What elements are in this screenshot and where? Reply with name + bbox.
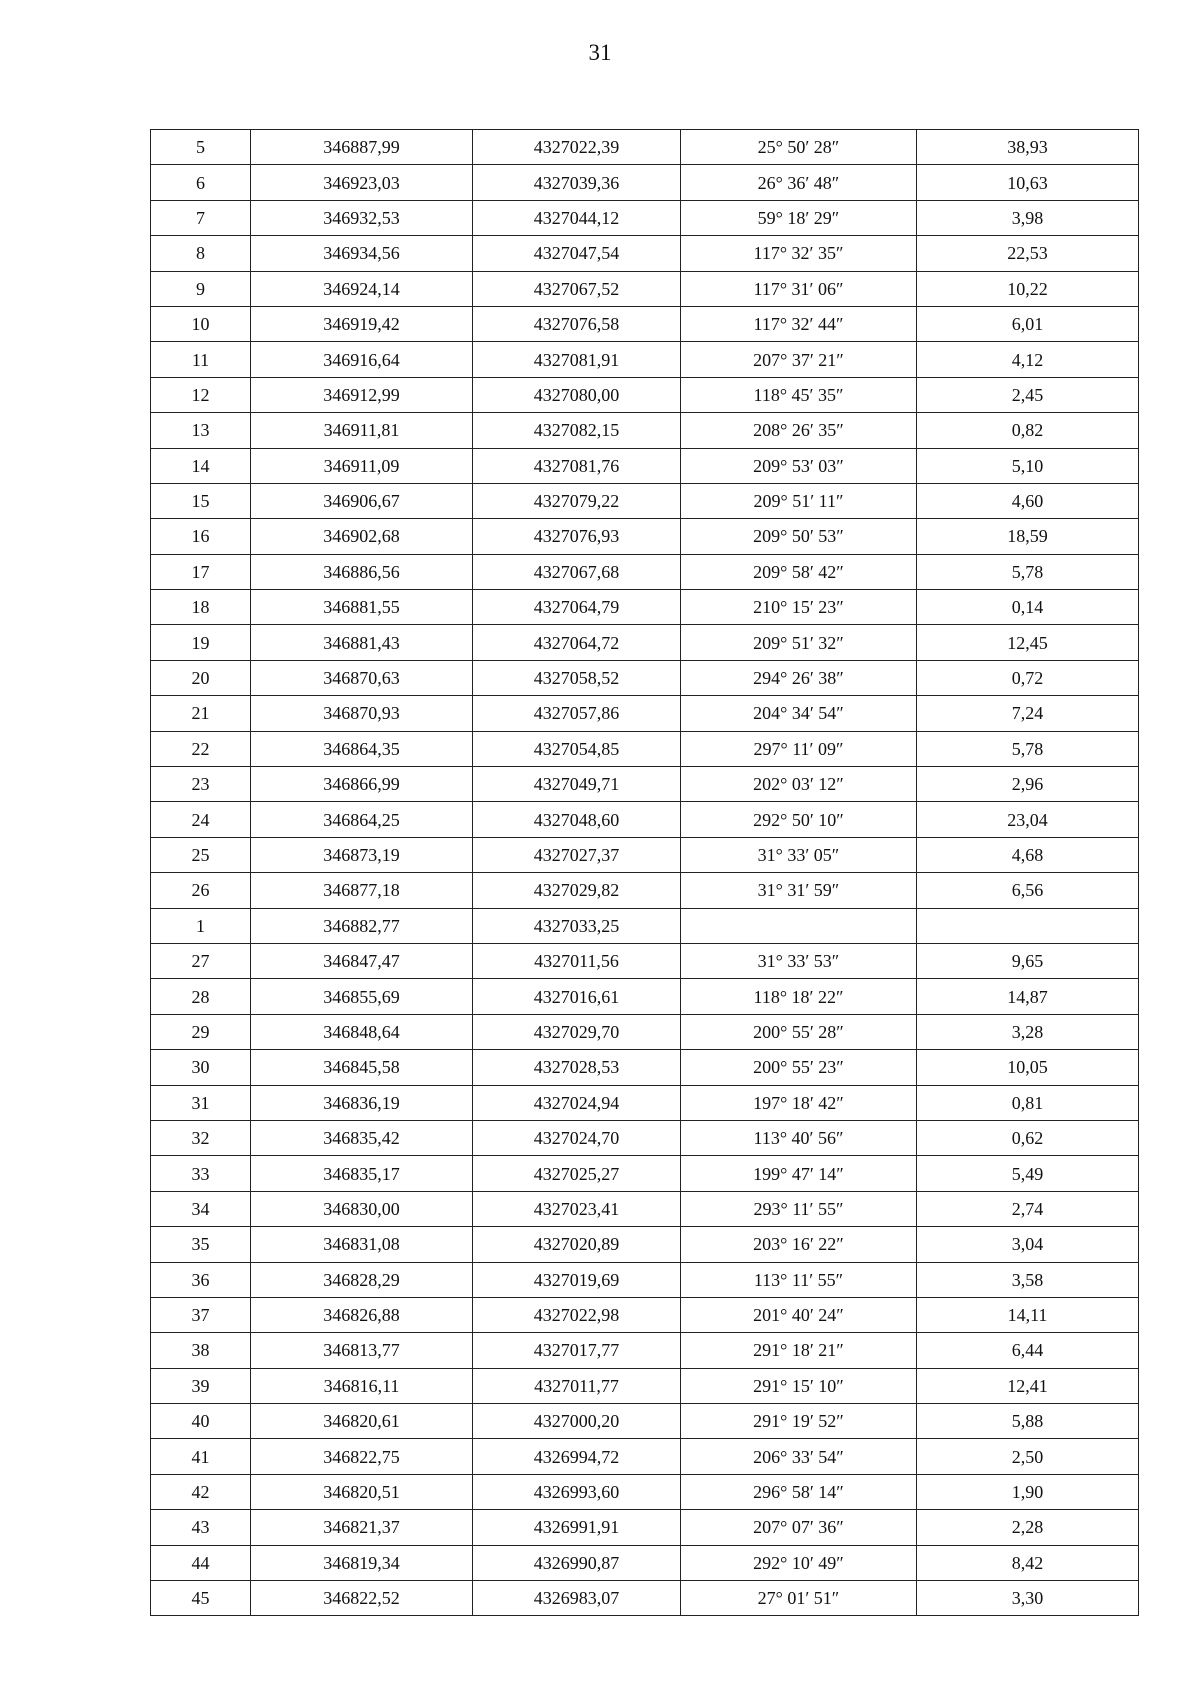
table-row	[151, 1191, 1139, 1226]
direction-angle-cell: 201° 40′ 24″	[681, 1297, 917, 1332]
table-row	[151, 1368, 1139, 1403]
direction-angle-cell: 291° 19′ 52″	[681, 1404, 917, 1439]
distance-cell: 2,96	[917, 767, 1139, 802]
y-coordinate-cell: 4327011,77	[473, 1368, 681, 1403]
y-coordinate-cell: 4326990,87	[473, 1545, 681, 1580]
table-row	[151, 1050, 1139, 1085]
table-row	[151, 1014, 1139, 1049]
table-row	[151, 1474, 1139, 1509]
direction-angle-cell: 206° 33′ 54″	[681, 1439, 917, 1474]
direction-angle-cell: 113° 40′ 56″	[681, 1120, 917, 1155]
direction-angle-cell: 118° 18′ 22″	[681, 979, 917, 1014]
x-coordinate-cell: 346873,19	[251, 837, 473, 872]
x-coordinate-cell: 346886,56	[251, 554, 473, 589]
distance-cell: 7,24	[917, 696, 1139, 731]
y-coordinate-cell: 4327020,89	[473, 1227, 681, 1262]
direction-angle-cell: 27° 01′ 51″	[681, 1581, 917, 1616]
y-coordinate-cell: 4327081,91	[473, 342, 681, 377]
y-coordinate-cell: 4327023,41	[473, 1191, 681, 1226]
x-coordinate-cell: 346923,03	[251, 165, 473, 200]
x-coordinate-cell: 346924,14	[251, 271, 473, 306]
direction-angle-cell: 294° 26′ 38″	[681, 660, 917, 695]
distance-cell: 8,42	[917, 1545, 1139, 1580]
x-coordinate-cell: 346835,17	[251, 1156, 473, 1191]
table-row	[151, 165, 1139, 200]
direction-angle-cell: 59° 18′ 29″	[681, 200, 917, 235]
y-coordinate-cell: 4327080,00	[473, 377, 681, 412]
direction-angle-cell: 209° 51′ 11″	[681, 483, 917, 518]
direction-angle-cell: 113° 11′ 55″	[681, 1262, 917, 1297]
table-row	[151, 660, 1139, 695]
point-number-cell: 25	[151, 837, 251, 872]
direction-angle-cell: 203° 16′ 22″	[681, 1227, 917, 1262]
table-row	[151, 130, 1139, 165]
point-number-cell: 8	[151, 236, 251, 271]
distance-cell: 4,12	[917, 342, 1139, 377]
direction-angle-cell: 297° 11′ 09″	[681, 731, 917, 766]
distance-cell: 18,59	[917, 519, 1139, 554]
point-number-cell: 6	[151, 165, 251, 200]
table-row	[151, 1156, 1139, 1191]
y-coordinate-cell: 4327076,93	[473, 519, 681, 554]
point-number-cell: 26	[151, 873, 251, 908]
point-number-cell: 13	[151, 413, 251, 448]
table-row	[151, 200, 1139, 235]
y-coordinate-cell: 4327022,39	[473, 130, 681, 165]
point-number-cell: 35	[151, 1227, 251, 1262]
direction-angle-cell: 209° 53′ 03″	[681, 448, 917, 483]
table-row	[151, 271, 1139, 306]
y-coordinate-cell: 4327079,22	[473, 483, 681, 518]
distance-cell: 2,50	[917, 1439, 1139, 1474]
x-coordinate-cell: 346864,25	[251, 802, 473, 837]
distance-cell: 14,87	[917, 979, 1139, 1014]
table-row	[151, 1085, 1139, 1120]
direction-angle-cell: 207° 37′ 21″	[681, 342, 917, 377]
table-row	[151, 519, 1139, 554]
point-number-cell: 27	[151, 943, 251, 978]
point-number-cell: 15	[151, 483, 251, 518]
point-number-cell: 7	[151, 200, 251, 235]
x-coordinate-cell: 346877,18	[251, 873, 473, 908]
point-number-cell: 14	[151, 448, 251, 483]
y-coordinate-cell: 4327054,85	[473, 731, 681, 766]
x-coordinate-cell: 346906,67	[251, 483, 473, 518]
x-coordinate-cell: 346912,99	[251, 377, 473, 412]
direction-angle-cell: 200° 55′ 28″	[681, 1014, 917, 1049]
y-coordinate-cell: 4327076,58	[473, 306, 681, 341]
y-coordinate-cell: 4327024,94	[473, 1085, 681, 1120]
distance-cell: 5,78	[917, 554, 1139, 589]
table-row	[151, 554, 1139, 589]
y-coordinate-cell: 4327082,15	[473, 413, 681, 448]
coordinates-table-body	[151, 130, 1139, 1616]
distance-cell: 10,22	[917, 271, 1139, 306]
point-number-cell: 11	[151, 342, 251, 377]
direction-angle-cell: 210° 15′ 23″	[681, 590, 917, 625]
y-coordinate-cell: 4327067,68	[473, 554, 681, 589]
table-row	[151, 1581, 1139, 1616]
y-coordinate-cell: 4327019,69	[473, 1262, 681, 1297]
y-coordinate-cell: 4327067,52	[473, 271, 681, 306]
point-number-cell: 40	[151, 1404, 251, 1439]
x-coordinate-cell: 346836,19	[251, 1085, 473, 1120]
point-number-cell: 39	[151, 1368, 251, 1403]
y-coordinate-cell: 4327057,86	[473, 696, 681, 731]
direction-angle-cell: 200° 55′ 23″	[681, 1050, 917, 1085]
y-coordinate-cell: 4327048,60	[473, 802, 681, 837]
distance-cell: 14,11	[917, 1297, 1139, 1332]
y-coordinate-cell: 4326993,60	[473, 1474, 681, 1509]
table-row	[151, 1439, 1139, 1474]
table-row	[151, 873, 1139, 908]
direction-angle-cell: 117° 32′ 44″	[681, 306, 917, 341]
direction-angle-cell: 31° 33′ 05″	[681, 837, 917, 872]
direction-angle-cell: 25° 50′ 28″	[681, 130, 917, 165]
point-number-cell: 33	[151, 1156, 251, 1191]
x-coordinate-cell: 346847,47	[251, 943, 473, 978]
table-row	[151, 731, 1139, 766]
direction-angle-cell: 293° 11′ 55″	[681, 1191, 917, 1226]
y-coordinate-cell: 4327028,53	[473, 1050, 681, 1085]
table-row	[151, 1404, 1139, 1439]
direction-angle-cell: 296° 58′ 14″	[681, 1474, 917, 1509]
x-coordinate-cell: 346911,81	[251, 413, 473, 448]
distance-cell: 3,04	[917, 1227, 1139, 1262]
table-row	[151, 590, 1139, 625]
point-number-cell: 36	[151, 1262, 251, 1297]
x-coordinate-cell: 346828,29	[251, 1262, 473, 1297]
distance-cell: 5,10	[917, 448, 1139, 483]
table-row	[151, 1510, 1139, 1545]
x-coordinate-cell: 346826,88	[251, 1297, 473, 1332]
distance-cell: 0,62	[917, 1120, 1139, 1155]
distance-cell: 6,01	[917, 306, 1139, 341]
direction-angle-cell: 208° 26′ 35″	[681, 413, 917, 448]
page-number: 31	[588, 40, 612, 65]
x-coordinate-cell: 346887,99	[251, 130, 473, 165]
point-number-cell: 28	[151, 979, 251, 1014]
table-row	[151, 908, 1139, 943]
x-coordinate-cell: 346919,42	[251, 306, 473, 341]
y-coordinate-cell: 4326991,91	[473, 1510, 681, 1545]
direction-angle-cell: 117° 31′ 06″	[681, 271, 917, 306]
distance-cell: 0,81	[917, 1085, 1139, 1120]
point-number-cell: 18	[151, 590, 251, 625]
point-number-cell: 22	[151, 731, 251, 766]
direction-angle-cell: 291° 18′ 21″	[681, 1333, 917, 1368]
x-coordinate-cell: 346934,56	[251, 236, 473, 271]
direction-angle-cell: 118° 45′ 35″	[681, 377, 917, 412]
distance-cell: 9,65	[917, 943, 1139, 978]
table-row	[151, 802, 1139, 837]
y-coordinate-cell: 4327064,79	[473, 590, 681, 625]
point-number-cell: 10	[151, 306, 251, 341]
y-coordinate-cell: 4327022,98	[473, 1297, 681, 1332]
y-coordinate-cell: 4327044,12	[473, 200, 681, 235]
y-coordinate-cell: 4327000,20	[473, 1404, 681, 1439]
x-coordinate-cell: 346870,93	[251, 696, 473, 731]
point-number-cell: 43	[151, 1510, 251, 1545]
point-number-cell: 12	[151, 377, 251, 412]
distance-cell: 3,98	[917, 200, 1139, 235]
distance-cell: 2,28	[917, 1510, 1139, 1545]
distance-cell: 4,60	[917, 483, 1139, 518]
table-row	[151, 1297, 1139, 1332]
direction-angle-cell	[681, 908, 917, 943]
x-coordinate-cell: 346845,58	[251, 1050, 473, 1085]
point-number-cell: 30	[151, 1050, 251, 1085]
y-coordinate-cell: 4327033,25	[473, 908, 681, 943]
distance-cell: 4,68	[917, 837, 1139, 872]
y-coordinate-cell: 4327058,52	[473, 660, 681, 695]
point-number-cell: 37	[151, 1297, 251, 1332]
distance-cell: 0,72	[917, 660, 1139, 695]
distance-cell: 0,14	[917, 590, 1139, 625]
table-row	[151, 1545, 1139, 1580]
point-number-cell: 34	[151, 1191, 251, 1226]
distance-cell: 5,49	[917, 1156, 1139, 1191]
table-row	[151, 377, 1139, 412]
direction-angle-cell: 209° 51′ 32″	[681, 625, 917, 660]
direction-angle-cell: 209° 50′ 53″	[681, 519, 917, 554]
y-coordinate-cell: 4327039,36	[473, 165, 681, 200]
distance-cell: 10,63	[917, 165, 1139, 200]
x-coordinate-cell: 346916,64	[251, 342, 473, 377]
point-number-cell: 17	[151, 554, 251, 589]
table-row	[151, 306, 1139, 341]
point-number-cell: 16	[151, 519, 251, 554]
direction-angle-cell: 202° 03′ 12″	[681, 767, 917, 802]
coordinates-table	[150, 129, 1139, 1616]
direction-angle-cell: 199° 47′ 14″	[681, 1156, 917, 1191]
point-number-cell: 5	[151, 130, 251, 165]
point-number-cell: 20	[151, 660, 251, 695]
table-row	[151, 837, 1139, 872]
x-coordinate-cell: 346835,42	[251, 1120, 473, 1155]
distance-cell: 0,82	[917, 413, 1139, 448]
x-coordinate-cell: 346821,37	[251, 1510, 473, 1545]
distance-cell: 12,41	[917, 1368, 1139, 1403]
point-number-cell: 31	[151, 1085, 251, 1120]
table-row	[151, 448, 1139, 483]
table-row	[151, 767, 1139, 802]
point-number-cell: 44	[151, 1545, 251, 1580]
y-coordinate-cell: 4327047,54	[473, 236, 681, 271]
direction-angle-cell: 197° 18′ 42″	[681, 1085, 917, 1120]
table-row	[151, 1333, 1139, 1368]
distance-cell: 3,28	[917, 1014, 1139, 1049]
x-coordinate-cell: 346882,77	[251, 908, 473, 943]
distance-cell: 3,30	[917, 1581, 1139, 1616]
point-number-cell: 9	[151, 271, 251, 306]
y-coordinate-cell: 4327027,37	[473, 837, 681, 872]
point-number-cell: 32	[151, 1120, 251, 1155]
distance-cell: 2,74	[917, 1191, 1139, 1226]
x-coordinate-cell: 346813,77	[251, 1333, 473, 1368]
point-number-cell: 1	[151, 908, 251, 943]
y-coordinate-cell: 4327029,82	[473, 873, 681, 908]
table-row	[151, 1120, 1139, 1155]
x-coordinate-cell: 346881,55	[251, 590, 473, 625]
y-coordinate-cell: 4326994,72	[473, 1439, 681, 1474]
table-row	[151, 413, 1139, 448]
table-row	[151, 696, 1139, 731]
x-coordinate-cell: 346911,09	[251, 448, 473, 483]
point-number-cell: 45	[151, 1581, 251, 1616]
distance-cell: 2,45	[917, 377, 1139, 412]
x-coordinate-cell: 346870,63	[251, 660, 473, 695]
direction-angle-cell: 204° 34′ 54″	[681, 696, 917, 731]
x-coordinate-cell: 346864,35	[251, 731, 473, 766]
distance-cell: 6,56	[917, 873, 1139, 908]
point-number-cell: 21	[151, 696, 251, 731]
x-coordinate-cell: 346855,69	[251, 979, 473, 1014]
distance-cell: 23,04	[917, 802, 1139, 837]
point-number-cell: 19	[151, 625, 251, 660]
x-coordinate-cell: 346820,51	[251, 1474, 473, 1509]
table-row	[151, 1227, 1139, 1262]
direction-angle-cell: 292° 10′ 49″	[681, 1545, 917, 1580]
point-number-cell: 41	[151, 1439, 251, 1474]
point-number-cell: 24	[151, 802, 251, 837]
x-coordinate-cell: 346822,75	[251, 1439, 473, 1474]
x-coordinate-cell: 346848,64	[251, 1014, 473, 1049]
distance-cell: 1,90	[917, 1474, 1139, 1509]
point-number-cell: 42	[151, 1474, 251, 1509]
table-row	[151, 943, 1139, 978]
direction-angle-cell: 31° 33′ 53″	[681, 943, 917, 978]
point-number-cell: 23	[151, 767, 251, 802]
direction-angle-cell: 117° 32′ 35″	[681, 236, 917, 271]
y-coordinate-cell: 4327081,76	[473, 448, 681, 483]
x-coordinate-cell: 346831,08	[251, 1227, 473, 1262]
direction-angle-cell: 291° 15′ 10″	[681, 1368, 917, 1403]
table-row	[151, 979, 1139, 1014]
x-coordinate-cell: 346932,53	[251, 200, 473, 235]
distance-cell: 38,93	[917, 130, 1139, 165]
y-coordinate-cell: 4327064,72	[473, 625, 681, 660]
distance-cell: 5,88	[917, 1404, 1139, 1439]
point-number-cell: 38	[151, 1333, 251, 1368]
direction-angle-cell: 26° 36′ 48″	[681, 165, 917, 200]
y-coordinate-cell: 4327049,71	[473, 767, 681, 802]
table-row	[151, 625, 1139, 660]
x-coordinate-cell: 346820,61	[251, 1404, 473, 1439]
y-coordinate-cell: 4327024,70	[473, 1120, 681, 1155]
distance-cell	[917, 908, 1139, 943]
y-coordinate-cell: 4326983,07	[473, 1581, 681, 1616]
x-coordinate-cell: 346830,00	[251, 1191, 473, 1226]
table-row	[151, 236, 1139, 271]
distance-cell: 6,44	[917, 1333, 1139, 1368]
x-coordinate-cell: 346866,99	[251, 767, 473, 802]
y-coordinate-cell: 4327016,61	[473, 979, 681, 1014]
y-coordinate-cell: 4327025,27	[473, 1156, 681, 1191]
table-row	[151, 1262, 1139, 1297]
distance-cell: 5,78	[917, 731, 1139, 766]
x-coordinate-cell: 346902,68	[251, 519, 473, 554]
direction-angle-cell: 31° 31′ 59″	[681, 873, 917, 908]
distance-cell: 3,58	[917, 1262, 1139, 1297]
y-coordinate-cell: 4327017,77	[473, 1333, 681, 1368]
x-coordinate-cell: 346822,52	[251, 1581, 473, 1616]
distance-cell: 22,53	[917, 236, 1139, 271]
direction-angle-cell: 292° 50′ 10″	[681, 802, 917, 837]
x-coordinate-cell: 346881,43	[251, 625, 473, 660]
point-number-cell: 29	[151, 1014, 251, 1049]
distance-cell: 12,45	[917, 625, 1139, 660]
direction-angle-cell: 207° 07′ 36″	[681, 1510, 917, 1545]
y-coordinate-cell: 4327029,70	[473, 1014, 681, 1049]
x-coordinate-cell: 346819,34	[251, 1545, 473, 1580]
y-coordinate-cell: 4327011,56	[473, 943, 681, 978]
table-row	[151, 342, 1139, 377]
x-coordinate-cell: 346816,11	[251, 1368, 473, 1403]
table-row	[151, 483, 1139, 518]
distance-cell: 10,05	[917, 1050, 1139, 1085]
direction-angle-cell: 209° 58′ 42″	[681, 554, 917, 589]
